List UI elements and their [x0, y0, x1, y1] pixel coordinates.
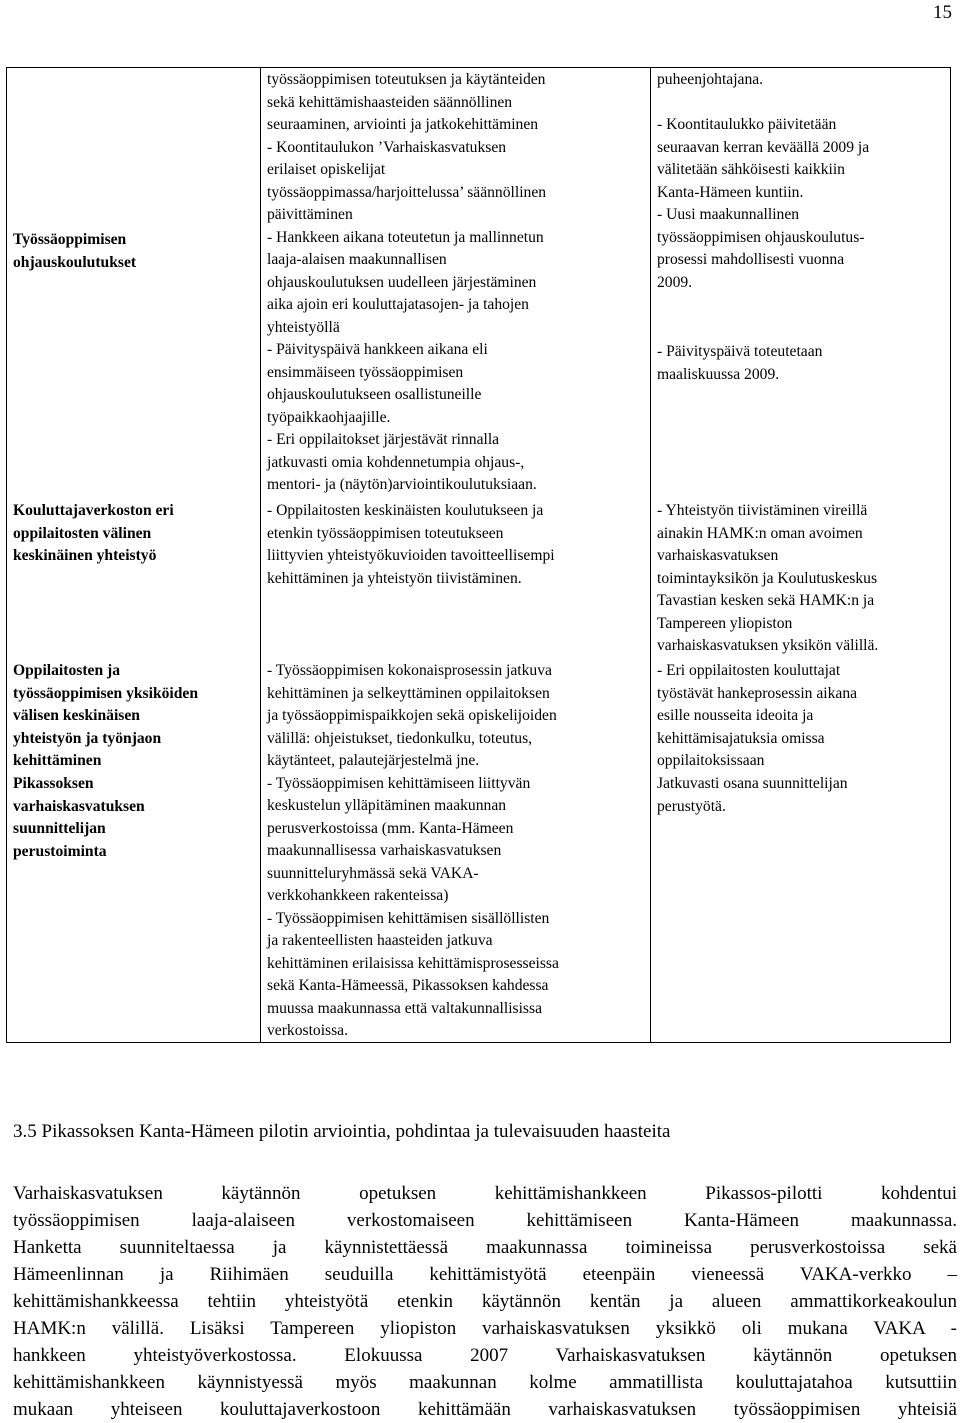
- text-line: Kouluttajaverkoston eri: [13, 502, 174, 519]
- actions-guidance-training: [267, 69, 644, 497]
- text-line: Tampereen yliopiston: [657, 614, 793, 632]
- text-line: välisen keskinäisen: [13, 707, 140, 724]
- actions-school-workplace: [267, 660, 644, 1043]
- topic-guidance-training: [13, 229, 254, 274]
- text-line: - Päivityspäivä toteutetaan: [657, 343, 823, 360]
- text-line: maaliskuussa 2009.: [657, 365, 780, 383]
- text-line: muussa maakunnassa että valtakunnallisissa: [267, 999, 542, 1017]
- text-line: kehittäminen ja selkeyttäminen oppilaitoksen: [267, 684, 550, 702]
- text-line: - Työssäoppimisen kokonaisprosessin jatkuva: [267, 662, 552, 679]
- text-line: työssäoppimassa/harjoittelussa’ säännöllinen: [267, 183, 547, 201]
- text-line: perusverkostoissa (mm. Kanta-Hämeen: [267, 819, 514, 837]
- text-line: työssäoppimisen ohjauskoulutus-: [657, 228, 865, 246]
- status-update-day: [657, 341, 944, 386]
- text-line: prosessi mahdollisesti vuonna: [657, 251, 845, 268]
- text-line: - Oppilaitosten keskinäisten koulutukseen ja: [267, 502, 544, 519]
- text-line: maakunnallisessa varhaiskasvatuksen: [267, 842, 502, 859]
- topic-planner-basic-work: [13, 773, 254, 863]
- text-line: kehittäminen ja yhteistyön tiivistäminen.: [267, 569, 522, 587]
- text-line: kehittäminen: [13, 752, 102, 769]
- text-line: laaja-alaisen maakunnallisen: [267, 251, 447, 268]
- text-line: kehittämishankkeessa tehtiin yhteistyötä etenkin käytännön kentän ja alueen ammattikorkeakoulun: [13, 1291, 957, 1312]
- text-line: erilaiset opiskelijat: [267, 161, 386, 178]
- text-line: Hanketta suunniteltaessa ja käynnistettäessä maakunnassa toimineissa perusverkostoissa sekä: [13, 1237, 957, 1258]
- text-line: verkkohankkeen rakenteissa): [267, 887, 449, 904]
- text-line: Varhaiskasvatuksen käytännön opetuksen kehittämishankkeen Pikassos-pilotti kohdentui: [13, 1183, 957, 1204]
- text-line: oppilaitoksissaan: [657, 752, 765, 769]
- text-line: välitetään sähköisesti kaikkiin: [657, 161, 845, 178]
- text-line: puheenjohtajana.: [657, 71, 764, 88]
- text-line: aika ajoin eri kouluttajatasojen- ja tahojen: [267, 296, 529, 313]
- text-line: keskinäinen yhteistyö: [13, 547, 157, 564]
- text-line: seuraaminen, arviointi ja jatkokehittäminen: [267, 116, 539, 133]
- text-line: etenkin työssäoppimisen toteutukseen: [267, 524, 504, 542]
- table-cell-actions: [261, 68, 651, 1043]
- text-line: varhaiskasvatuksen yksikön välillä.: [657, 637, 879, 654]
- table-cell-topic: [7, 68, 261, 1043]
- text-line: perustoiminta: [13, 842, 107, 860]
- status-planner-work: [657, 773, 944, 818]
- text-line: yhteistyön ja työnjaon: [13, 729, 162, 747]
- text-line: ja työssäoppimispaikkojen sekä opiskelijoiden: [267, 707, 557, 724]
- text-line: sekä Kanta-Hämeessä, Pikassoksen kahdessa: [267, 977, 549, 994]
- actions-trainer-network: [267, 500, 644, 590]
- topic-school-workplace-cooperation: [13, 660, 254, 773]
- text-line: sekä kehittämishaasteiden säännöllinen: [267, 93, 513, 111]
- text-line: - Työssäoppimisen kehittämiseen liittyvän: [267, 774, 531, 792]
- status-guidance-training: [657, 69, 944, 294]
- text-line: varhaiskasvatuksen: [13, 797, 145, 815]
- text-line: työssäoppimisen laaja-alaiseen verkostomaiseen kehittämiseen Kanta-Hämeen maakunnassa.: [13, 1210, 957, 1231]
- text-line: - Työssäoppimisen kehittämisen sisällöllisten: [267, 909, 550, 927]
- text-line: ensimmäiseen työssäoppimisen: [267, 363, 464, 381]
- text-line: ohjauskoulutukseen osallistuneille: [267, 386, 482, 403]
- text-line: jatkuvasti omia kohdennetumpia ohjaus-,: [267, 453, 525, 471]
- text-line: työssäoppimisen toteutuksen ja käytänteiden: [267, 71, 546, 88]
- text-line: kehittämishankkeen käynnistyessä myös maakunnan kolme ammatillista kouluttajatahoa kutsuttiin: [13, 1372, 957, 1393]
- text-line: - Hankkeen aikana toteutetun ja mallinnetun: [267, 228, 544, 246]
- text-line: työpaikkaohjaajille.: [267, 408, 391, 426]
- text-line: yhteistyöllä: [267, 318, 340, 336]
- text-line: - Koontitaulukko päivitetään: [657, 116, 837, 133]
- text-line: oppilaitosten välinen: [13, 524, 152, 542]
- text-line: - Koontitaulukon ’Varhaiskasvatuksen: [267, 138, 507, 156]
- text-line: Tavastian kesken sekä HAMK:n ja: [657, 592, 875, 609]
- text-line: toimintayksikön ja Koulutuskeskus: [657, 569, 878, 587]
- text-line: ainakin HAMK:n oman avoimen: [657, 524, 863, 542]
- text-line: keskustelun ylläpitäminen maakunnan: [267, 797, 507, 814]
- text-line: työstävät hankeprosessin aikana: [657, 684, 858, 702]
- text-line: välillä: ohjeistukset, tiedonkulku, toteutus,: [267, 729, 533, 747]
- text-line: seuraavan kerran keväällä 2009 ja: [657, 138, 870, 156]
- text-line: työssäoppimisen yksiköiden: [13, 684, 199, 702]
- topic-trainer-network: [13, 500, 254, 568]
- evaluation-table: [6, 67, 951, 1043]
- text-line: [657, 92, 944, 115]
- text-line: verkostoissa.: [267, 1022, 348, 1039]
- text-line: ohjauskoulutukset: [13, 253, 137, 271]
- text-line: HAMK:n välillä. Lisäksi Tampereen yliopiston varhaiskasvatuksen yksikkö oli mukana VAKA -: [13, 1318, 957, 1339]
- text-line: liittyvien yhteistyökuvioiden tavoitteellisempi: [267, 547, 555, 564]
- text-line: ja rakenteellisten haasteiden jatkuva: [267, 932, 493, 949]
- table-cell-status: [651, 68, 951, 1043]
- body-paragraph: [13, 1180, 957, 1423]
- text-line: ohjauskoulutuksen uudelleen järjestäminen: [267, 273, 537, 291]
- text-line: - Yhteistyön tiivistäminen vireillä: [657, 502, 868, 519]
- text-line: Kanta-Hämeen kuntiin.: [657, 183, 804, 201]
- text-line: käytänteet, palautejärjestelmä jne.: [267, 752, 480, 769]
- text-line: suunnitteluryhmässä sekä VAKA-: [267, 864, 479, 882]
- text-line: perustyötä.: [657, 797, 726, 815]
- text-line: 2009.: [657, 273, 693, 291]
- status-school-workplace: [657, 660, 944, 773]
- text-line: suunnittelijan: [13, 820, 106, 837]
- text-line: varhaiskasvatuksen: [657, 547, 779, 564]
- text-line: Pikassoksen: [13, 775, 94, 792]
- text-line: - Päivityspäivä hankkeen aikana eli: [267, 341, 488, 358]
- text-line: - Uusi maakunnallinen: [657, 206, 800, 223]
- text-line: - Eri oppilaitokset järjestävät rinnalla: [267, 431, 500, 448]
- text-line: - Eri oppilaitosten kouluttajat: [657, 662, 841, 679]
- text-line: Oppilaitosten ja: [13, 662, 121, 679]
- text-line: kehittämisajatuksia omissa: [657, 729, 825, 747]
- text-line: kehittäminen erilaisissa kehittämisprosesseissa: [267, 954, 559, 972]
- table-row: [7, 68, 951, 1043]
- text-line: mentori- ja (näytön)arviointikoulutuksiaan.: [267, 476, 537, 493]
- text-line: mukaan yhteiseen kouluttajaverkostoon kehittämään varhaiskasvatuksen työssäoppimisen yhteisiä: [13, 1399, 957, 1420]
- text-line: päivittäminen: [267, 206, 353, 223]
- text-line: Jatkuvasti osana suunnittelijan: [657, 775, 848, 792]
- text-line: Työssäoppimisen: [13, 231, 127, 248]
- status-trainer-network: [657, 500, 944, 658]
- text-line: Hämeenlinnan ja Riihimäen seuduilla kehittämistyötä eteenpäin vieneessä VAKA-verkko –: [13, 1264, 957, 1285]
- page-number: 15: [933, 2, 952, 23]
- text-line: esille nousseita ideoita ja: [657, 707, 814, 724]
- text-line: hankkeen yhteistyöverkostossa. Elokuussa 2007 Varhaiskasvatuksen käytännön opetuksen: [13, 1345, 957, 1366]
- section-heading: 3.5 Pikassoksen Kanta-Hämeen pilotin arviointia, pohdintaa ja tulevaisuuden haasteita: [13, 1121, 671, 1142]
